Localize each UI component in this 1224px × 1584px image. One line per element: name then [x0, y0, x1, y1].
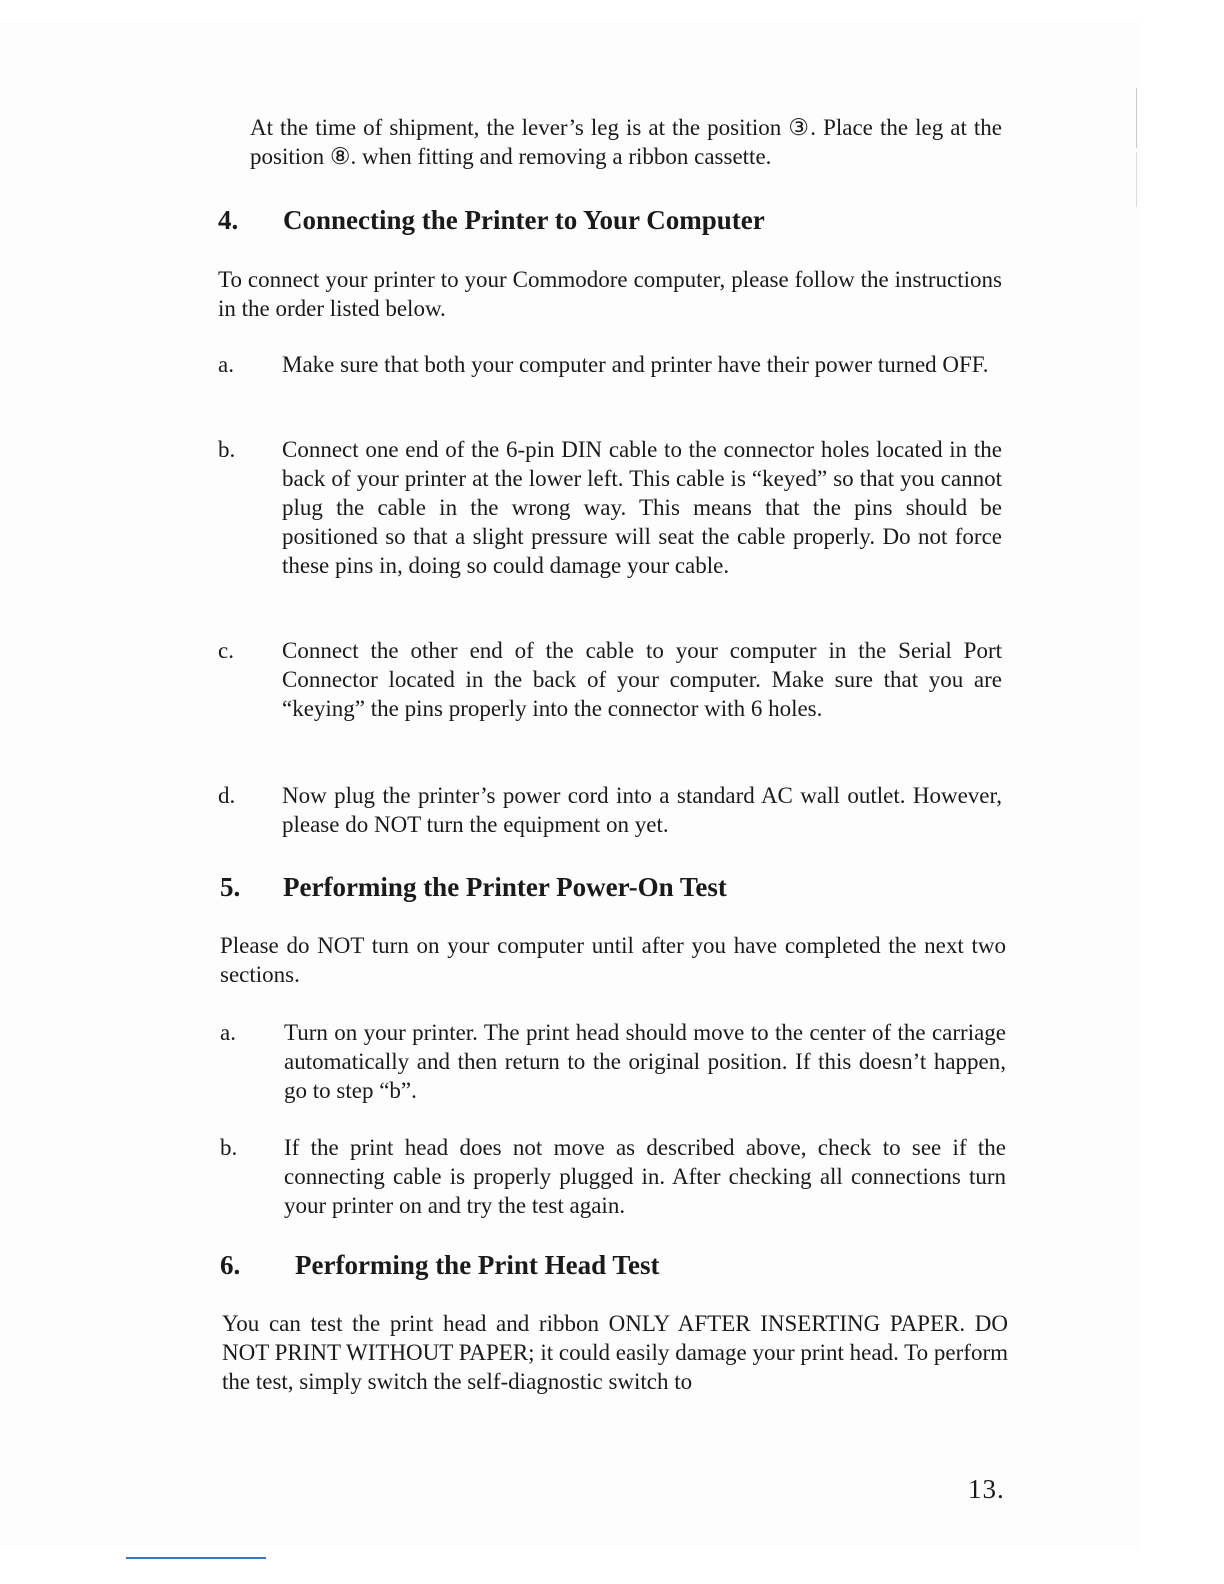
- section-6-title: Performing the Print Head Test: [295, 1250, 660, 1280]
- section-4-title: Connecting the Printer to Your Computer: [283, 205, 765, 235]
- item-text: Connect the other end of the cable to your computer in the Serial Port Connector located in the back of your computer. Make sure that you are “keying” the pins properly into the connector with 6 holes.: [282, 638, 1002, 721]
- scan-underline: [126, 1557, 266, 1559]
- page-number: 13.: [968, 1474, 1005, 1504]
- item-text: Make sure that both your computer and printer have their power turned OFF.: [282, 352, 989, 377]
- section-6-heading: [220, 1249, 659, 1281]
- margin-rule: [1136, 152, 1137, 207]
- item-letter: b.: [218, 437, 236, 462]
- section-5-number: 5.: [220, 872, 241, 902]
- item-letter: c.: [218, 638, 234, 663]
- section-4-number: 4.: [218, 205, 239, 235]
- section-5-heading: [220, 871, 727, 903]
- section-4-heading: [218, 204, 765, 236]
- item-text: Turn on your printer. The print head should move to the center of the carriage automatically and then return to the original position. If this doesn’t happen, go to step “b”.: [284, 1020, 1006, 1103]
- item-letter: d.: [218, 783, 236, 808]
- item-letter: a.: [218, 352, 234, 377]
- section-5-title: Performing the Printer Power-On Test: [283, 872, 727, 902]
- item-letter: b.: [220, 1135, 238, 1160]
- intro-paragraph: At the time of shipment, the lever’s leg is at the position ③. Place the leg at the position ⑧. when fitting and removing a ribbon cassette.: [250, 115, 1002, 169]
- section-4-intro: To connect your printer to your Commodore computer, please follow the instructions in the order listed below.: [218, 267, 1002, 321]
- section-6-number: 6.: [220, 1250, 241, 1280]
- margin-rule: [1136, 88, 1137, 148]
- section-6-intro: You can test the print head and ribbon ONLY AFTER INSERTING PAPER. DO NOT PRINT WITHOUT PAPER; it could easily damage your print head. To perform the test, simply switch the self-diagnostic switch to: [222, 1311, 1008, 1394]
- section-5-intro: Please do NOT turn on your computer until after you have completed the next two sections.: [220, 933, 1006, 987]
- item-text: Now plug the printer’s power cord into a standard AC wall outlet. However, please do NOT turn the equipment on yet.: [282, 783, 1002, 837]
- item-letter: a.: [220, 1020, 236, 1045]
- item-text: Connect one end of the 6-pin DIN cable to the connector holes located in the back of your printer at the lower left. This cable is “keyed” so that you cannot plug the cable in the wrong way. This means that the pins should be positioned so that a slight pressure will seat the cable properly. Do not force these pins in, doing so could damage your cable.: [282, 437, 1002, 578]
- item-text: If the print head does not move as described above, check to see if the connecting cable is properly plugged in. After checking all connections turn your printer on and try the test again.: [284, 1135, 1006, 1218]
